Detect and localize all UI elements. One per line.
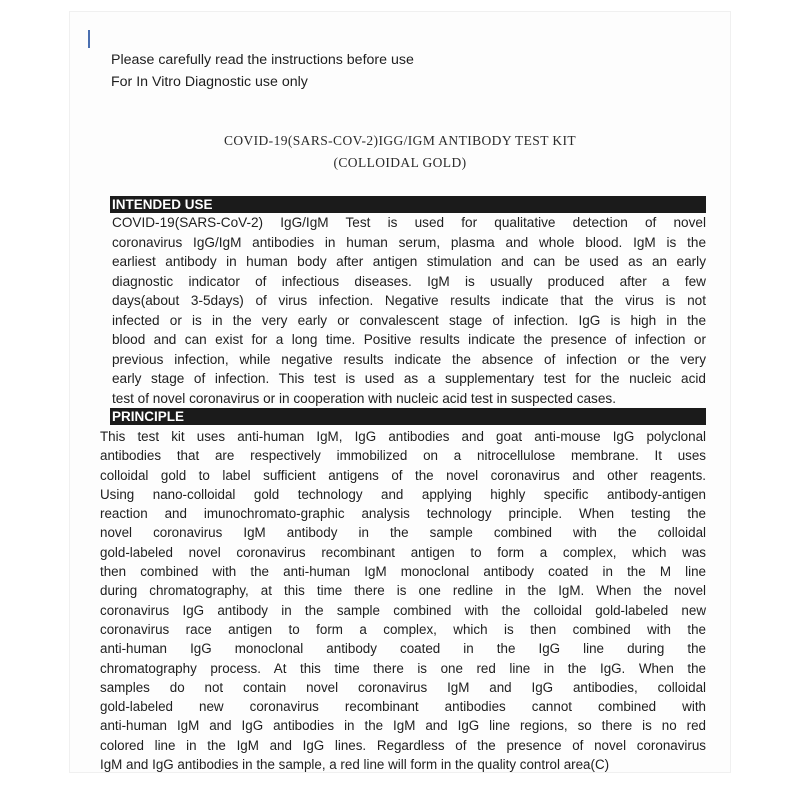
text-line: infected or is in the very early or convalescent stage of infection. IgG is high in the [112, 312, 706, 328]
text-line: gold-labeled novel coronavirus recombinant antigen to form a complex, which was [100, 544, 706, 560]
text-line: reaction and imunochromato-graphic analysis technology principle. When testing the [100, 506, 706, 522]
text-line: coronavirus IgG/IgM antibodies in human serum, plasma and whole blood. IgM is the [112, 234, 706, 250]
margin-mark [88, 30, 90, 48]
text-line: colored line in the IgM and IgG lines. Regardless of the presence of novel coronavirus [100, 737, 706, 753]
text-line: This test kit uses anti-human IgM, IgG antibodies and goat anti-mouse IgG polyclonal [100, 429, 706, 444]
text-line: blood and can exist for a long time. Positive results indicate the presence of infection or [112, 332, 706, 347]
text-line: gold-labeled new coronavirus recombinant antibodies cannot combined with [100, 699, 706, 715]
intended-use-text [112, 213, 706, 408]
read-instructions-notice: Please carefully read the instructions before use [111, 52, 414, 68]
text-line: during chromatography, at this time there is one redline in the IgM. When the novel [100, 583, 706, 599]
text-line: coronavirus IgG antibody in the sample combined with the colloidal gold-labeled new [100, 602, 706, 618]
text-line: coronavirus race antigen to form a complex, which is then combined with the [100, 621, 706, 637]
intended-use-heading: INTENDED USE [110, 196, 706, 213]
text-line: colloidal gold to label sufficient antigens of the novel coronavirus and other reagents. [100, 467, 706, 483]
text-line: anti-human IgG monoclonal antibody coated in the IgG line during the [100, 641, 706, 657]
text-line: diagnostic indicator of infectious diseases. IgM is usually produced after a few [112, 273, 706, 289]
header-notice [111, 49, 414, 93]
text-line: antibodies that are respectively immobilized on a nitrocellulose membrane. It uses [100, 448, 706, 464]
text-line: previous infection, while negative results indicate the absence of infection or the very [112, 351, 706, 367]
kit-title-line-1: COVID-19(SARS-COV-2)IGG/IGM ANTIBODY TEST KIT [223, 133, 577, 148]
text-line: samples do not contain novel coronavirus IgM and IgG antibodies, colloidal [100, 679, 706, 695]
text-line: novel coronavirus IgM antibody in the sample combined with the colloidal [100, 525, 706, 541]
principle-heading: PRINCIPLE [110, 408, 706, 425]
kit-title [100, 130, 700, 174]
text-line: earliest antibody in human body after antigen stimulation and can be used as an early [112, 254, 706, 269]
text-line: then combined with the anti-human IgM monoclonal antibody coated in the M line [100, 564, 706, 580]
text-line: chromatography process. At this time there is one red line in the IgG. When the [100, 660, 706, 676]
text-line: IgM and IgG antibodies in the sample, a red line will form in the quality control area(C) [100, 757, 610, 773]
text-line: anti-human IgM and IgG antibodies in the IgM and IgG line regions, so there is no red [100, 718, 706, 734]
text-line: Using nano-colloidal gold technology and applying highly specific antibody-antigen [100, 486, 706, 502]
text-line: days(about 3-5days) of virus infection. Negative results indicate that the virus is not [112, 293, 706, 308]
kit-title-line-2: (COLLOIDAL GOLD) [333, 155, 467, 170]
principle-text [100, 427, 706, 774]
text-line: COVID-19(SARS-CoV-2) IgG/IgM Test is used for qualitative detection of novel [112, 215, 706, 230]
in-vitro-notice: For In Vitro Diagnostic use only [111, 74, 308, 90]
text-line: early stage of infection. This test is used as a supplementary test for the nucleic acid [112, 371, 706, 386]
text-line: test of novel coronavirus or in cooperation with nucleic acid test in suspected cases. [112, 390, 616, 406]
